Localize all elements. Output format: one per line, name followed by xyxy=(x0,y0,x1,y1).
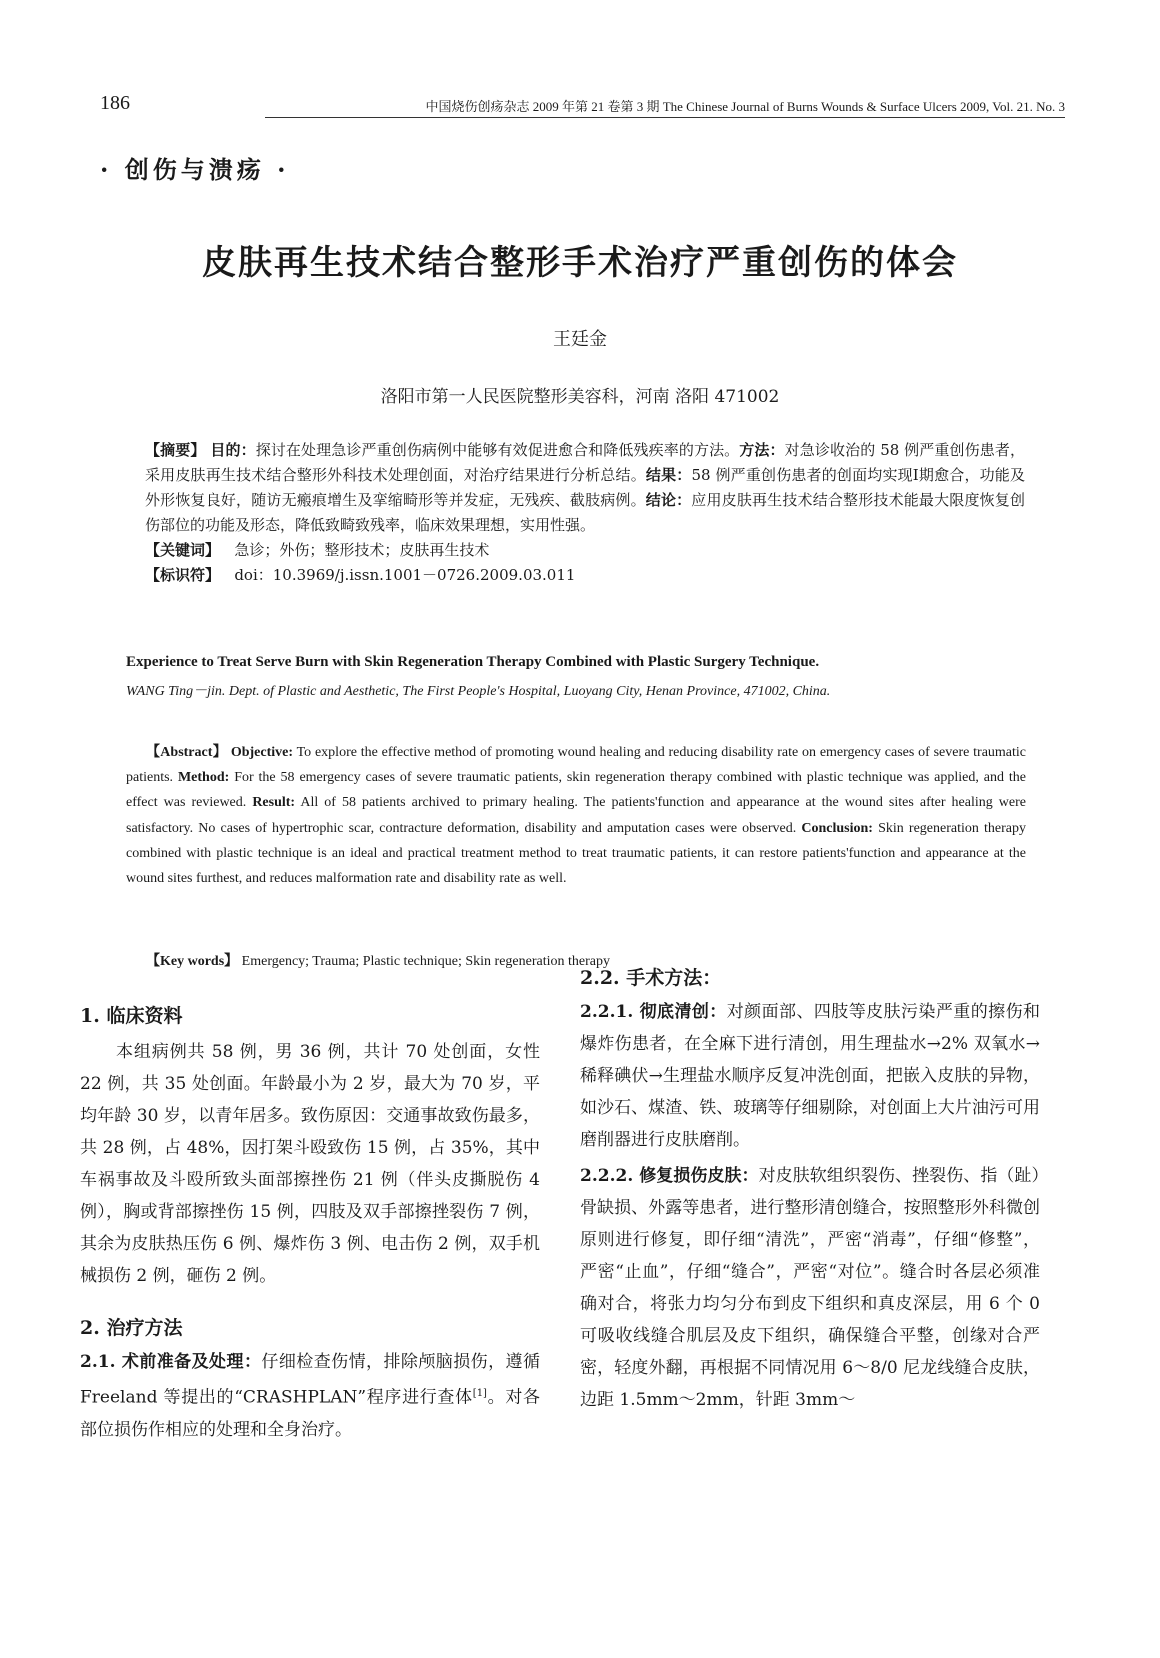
en-conclusion-label: Conclusion: xyxy=(801,820,873,836)
cn-id-row xyxy=(145,563,1025,588)
cn-abstract-label: 【摘要】 xyxy=(145,441,206,459)
doi: doi：10.3969/j.issn.1001－0726.2009.03.011 xyxy=(234,566,576,584)
cn-keywords-label: 【关键词】 xyxy=(145,541,221,559)
en-objective-label: Objective: xyxy=(230,745,294,760)
cn-keywords-row xyxy=(145,538,1025,563)
en-abstract-label: 【Abstract】 xyxy=(146,745,228,760)
cn-conclusion-label: 结论： xyxy=(645,491,692,509)
en-objective: To explore the effective method of promoting wound healing and reducing disability rate on emergency cases of severe traumatic patients. xyxy=(126,745,1027,786)
en-conclusion: Skin regeneration therapy combined with plastic technique is an ideal and practical treatment method to treat traumatic patients, it can restore patients'function and appearance at the wound sites furthest, and reduces malformation rate and disability rate as well. xyxy=(126,820,1026,887)
section-2-heading: 2. 治疗方法 xyxy=(80,1317,183,1339)
cn-abstract xyxy=(145,438,1025,588)
article-title: 皮肤再生技术结合整形手术治疗严重创伤的体会 xyxy=(202,243,958,283)
running-head: 中国烧伤创疡杂志 2009 年第 21 卷第 3 期 The Chinese Journal of Burns Wounds & Surface Ulcers 2009, Vol. 21. No. 3 xyxy=(265,96,1065,118)
cn-method: 对急诊收治的 58 例严重创伤患者，采用皮肤再生技术结合整形外科技术处理创面，对治疗结果进行分析总结。 xyxy=(145,441,1025,484)
section-2-1-text: 仔细检查伤情，排除颅脑损伤，遵循 Freeland 等提出的“CRASHPLAN”程序进行查体 xyxy=(80,1352,541,1408)
section-2-2-2-text: 对皮肤软组织裂伤、挫裂伤、指（趾）骨缺损、外露等患者，进行整形清创缝合，按照整形外科微创原则进行修复，即仔细“清洗”，严密“消毒”，仔细“修整”，严密“止血”，仔细“缝合”，严密“对位”。缝合时各层必须准确对合，将张力均匀分布到皮下组织和真皮深层，用 6 个 0 可吸收线缝合肌层及皮下组织，确保缝合平整，创缘对合严密，轻度外翻，再根据不同情况用 6～8/0 尼龙线缝合皮肤，边距 1.5mm～2mm，针距 3mm～ xyxy=(580,1166,1040,1410)
section-2-2-2-label: 2.2.2. 修复损伤皮肤： xyxy=(580,1166,759,1186)
en-title: Experience to Treat Serve Burn with Skin Regeneration Therapy Combined with Plastic Surgery Technique. xyxy=(126,654,820,670)
en-result: All of 58 patients archived to primary healing. The patients'function and appearance at the wound sites after healing were satisfactory. No cases of hypertrophic scar, contracture deformation, disability and amputation cases were observed. xyxy=(126,795,1026,836)
en-method: For the 58 emergency cases of severe traumatic patients, skin regeneration therapy combined with plastic technique was applied, and the effect was reviewed. xyxy=(126,770,1027,811)
citation-1[interactable]: [1] xyxy=(472,1388,487,1399)
cn-result: 58 例严重创伤患者的创面均实现Ⅰ期愈合，功能及外形恢复良好，随访无瘢痕增生及挛缩畸形等并发症，无残疾、截肢病例。 xyxy=(145,466,1025,509)
en-author: WANG Ting－jin. Dept. of Plastic and Aesthetic, The First People's Hospital, Luoyang City, Henan Province, 471002, China. xyxy=(126,684,831,699)
cn-objective-label: 目的： xyxy=(210,441,256,459)
section-2-1-text-end: 。对各部位损伤作相应的处理和全身治疗。 xyxy=(80,1387,540,1440)
author: 王廷金 xyxy=(553,329,607,350)
cn-id-label: 【标识符】 xyxy=(145,566,221,584)
en-abstract xyxy=(126,740,1026,891)
section-2-2-heading: 2.2. 手术方法： xyxy=(580,967,722,989)
section-2-2-1 xyxy=(580,996,1040,1156)
en-method-label: Method: xyxy=(177,770,230,786)
right-column xyxy=(580,962,1040,1416)
section-2-1 xyxy=(80,1346,540,1446)
section-2-2-1-text: 对颜面部、四肢等皮肤污染严重的擦伤和爆炸伤患者，在全麻下进行清创，用生理盐水→2% 双氧水→稀释碘伏→生理盐水顺序反复冲洗创面，把嵌入皮肤的异物，如沙石、煤渣、铁、玻璃等仔细剔除，对创面上大片油污可用磨削器进行皮肤磨削。 xyxy=(580,1002,1040,1150)
section-1-heading: 1. 临床资料 xyxy=(80,1005,183,1027)
cn-abstract-body xyxy=(145,438,1025,538)
affiliation: 洛阳市第一人民医院整形美容科，河南 洛阳 471002 xyxy=(380,387,780,407)
left-column xyxy=(80,1000,540,1446)
cn-keywords: 急诊；外伤；整形技术；皮肤再生技术 xyxy=(234,541,490,559)
section-1-text: 本组病例共 58 例，男 36 例，共计 70 处创面，女性 22 例，共 35 处创面。年龄最小为 2 岁，最大为 70 岁，平均年龄 30 岁，以青年居多。致伤原因：交通事故致伤最多，共 28 例，占 48%，因打架斗殴致伤 15 例，占 35%，其中车祸事故及斗殴所致头面部擦挫伤 21 例（伴头皮撕脱伤 4 例），胸或背部擦挫伤 15 例，四肢及双手部擦挫裂伤 7 例，其余为皮肤热压伤 6 例、爆炸伤 3 例、电击伤 2 例，双手机械损伤 2 例，砸伤 2 例。 xyxy=(80,1042,540,1286)
section-2-2-2 xyxy=(580,1160,1040,1416)
section-2-2-1-label: 2.2.1. 彻底清创： xyxy=(580,1002,727,1022)
cn-conclusion: 应用皮肤再生技术结合整形技术能最大限度恢复创伤部位的功能及形态，降低致畸致残率，临床效果理想，实用性强。 xyxy=(145,491,1025,534)
en-keywords: Emergency; Trauma; Plastic technique; Skin regeneration therapy xyxy=(241,954,610,969)
en-keywords-label: 【Key words】 xyxy=(146,954,239,969)
section-2-1-label: 2.1. 术前准备及处理： xyxy=(80,1352,262,1372)
cn-method-label: 方法： xyxy=(739,441,785,459)
cn-result-label: 结果： xyxy=(645,466,692,484)
cn-objective: 探讨在处理急诊严重创伤病例中能够有效促进愈合和降低残疾率的方法。 xyxy=(255,441,740,459)
en-result-label: Result: xyxy=(252,795,296,811)
page-number: 186 xyxy=(100,92,130,114)
section-label: · 创伤与溃疡 · xyxy=(100,155,290,184)
